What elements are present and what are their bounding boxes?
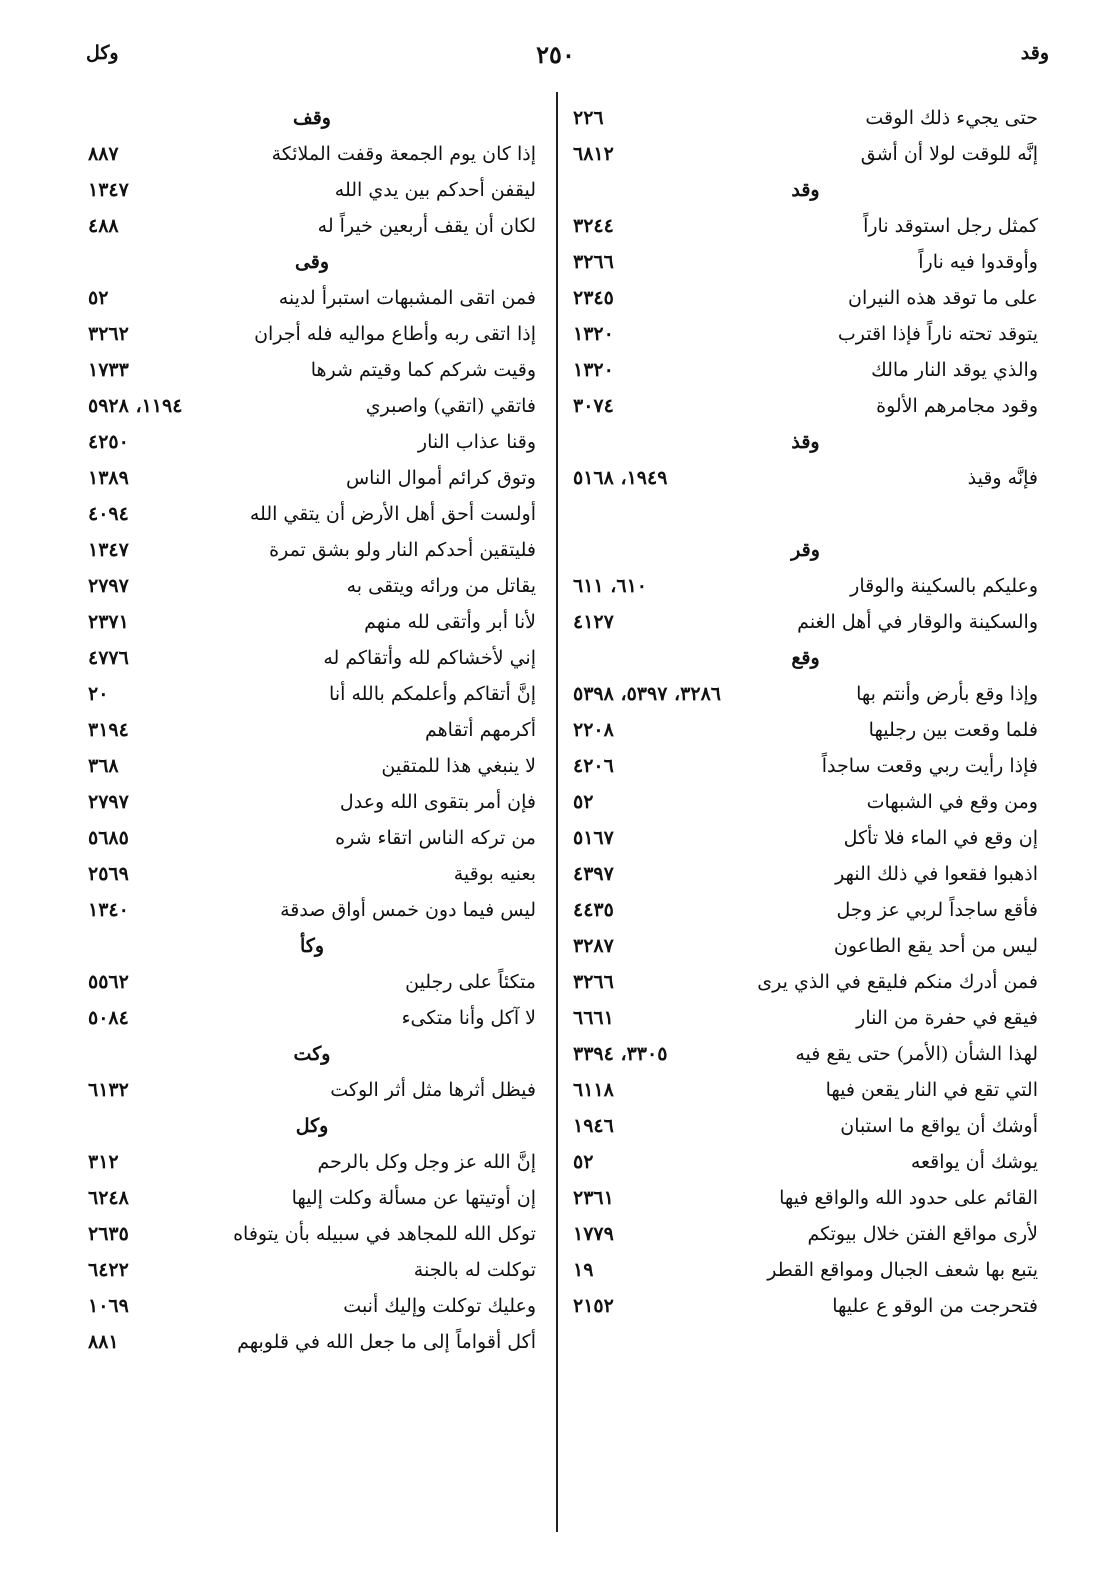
entry-text: لكان أن يقف أربعين خيراً له (317, 215, 536, 237)
entry-references: ٤٤٣٥ (573, 899, 614, 921)
index-entry (573, 1216, 1038, 1252)
entry-references: ٦٢٤٨ (88, 1187, 129, 1209)
entry-references: ٢١٥٢ (573, 1295, 614, 1317)
index-entry (88, 604, 536, 640)
entry-references: ٣٣٠٥، ٣٣٩٤ (573, 1043, 668, 1065)
entry-text: يتوقد تحته ناراً فإذا اقترب (837, 323, 1038, 345)
index-entry (573, 1288, 1038, 1324)
entry-text: فإنَّه وقيذ (967, 467, 1038, 489)
entry-references: ٣٠٧٤ (573, 395, 614, 417)
entry-references: ٢٥٦٩ (88, 863, 129, 885)
entry-text: التي تقع في النار يقعن فيها (825, 1079, 1038, 1101)
entry-references: ١٣٤٠ (88, 899, 129, 921)
index-entry (88, 532, 536, 568)
entry-text: فإذا رأيت ربي وقعت ساجداً (821, 755, 1038, 777)
page-number: ٢٥٠ (536, 40, 575, 69)
index-entry (573, 316, 1038, 352)
entry-text: فاتقي (اتقي) واصبري (365, 395, 536, 417)
index-entry (573, 352, 1038, 388)
entry-text: لا آكل وأنا متكىء (401, 1007, 536, 1029)
entry-text: وقيت شركم كما وقيتم شرها (310, 359, 536, 381)
entry-references: ٥٦٨٥ (88, 827, 129, 849)
entry-text: من تركه الناس اتقاء شره (335, 827, 536, 849)
index-entry (88, 892, 536, 928)
running-head-left: وكل (86, 42, 119, 64)
entry-text: حتى يجيء ذلك الوقت (865, 107, 1038, 129)
entry-references: ٣١٢ (88, 1151, 119, 1173)
index-entry (573, 784, 1038, 820)
entry-references: ١٣٤٧ (88, 179, 129, 201)
entry-references: ١٣٨٩ (88, 467, 129, 489)
index-entry (573, 928, 1038, 964)
entry-references: ١٠٦٩ (88, 1295, 129, 1317)
entry-text: فإن أمر بتقوى الله وعدل (339, 791, 536, 813)
entry-text: أكل أقواماً إلى ما جعل الله في قلوبهم (237, 1331, 536, 1353)
entry-text: إنَّ الله عز وجل وكل بالرحم (317, 1151, 536, 1173)
root-heading-text: وقذ (791, 431, 820, 453)
entry-references: ٦١٠، ٦١١ (573, 575, 647, 597)
entry-text: فلما وقعت بين رجليها (868, 719, 1038, 741)
entry-text: فليتقين أحدكم النار ولو بشق تمرة (269, 539, 536, 561)
entry-text: وعليكم بالسكينة والوقار (850, 575, 1038, 597)
entry-text: ليس فيما دون خمس أواق صدقة (280, 899, 536, 921)
index-entry (573, 892, 1038, 928)
root-heading-text: وقف (293, 107, 331, 129)
entry-text: إن وقع في الماء فلا تأكل (843, 827, 1038, 849)
root-heading (88, 1036, 536, 1072)
index-entry (573, 1252, 1038, 1288)
entry-references: ٦٦٦١ (573, 1007, 614, 1029)
entry-text: وعليك توكلت وإليك أنبت (343, 1295, 536, 1317)
entry-references: ١٩٤٦ (573, 1115, 614, 1137)
index-entry (88, 784, 536, 820)
entry-text: وتوق كرائم أموال الناس (345, 467, 536, 489)
entry-text: فمن أدرك منكم فليقع في الذي يرى (757, 971, 1038, 993)
entry-references: ٢٣٦١ (573, 1187, 614, 1209)
index-entry (88, 676, 536, 712)
entry-text: يوشك أن يواقعه (910, 1151, 1038, 1173)
root-heading-text: وكأ (299, 935, 324, 957)
index-entry (573, 1000, 1038, 1036)
entry-text: القائم على حدود الله والواقع فيها (779, 1187, 1038, 1209)
entry-references: ٢٧٩٧ (88, 791, 129, 813)
entry-text: لا ينبغي هذا للمتقين (381, 755, 536, 777)
index-entry (88, 280, 536, 316)
entry-references: ٣٢٦٦ (573, 971, 614, 993)
entry-references: ١٣٢٠ (573, 323, 614, 345)
entry-references: ٣١٩٤ (88, 719, 129, 741)
entry-text: فيقع في حفرة من النار (856, 1007, 1038, 1029)
index-entry (88, 1288, 536, 1324)
entry-text: وقنا عذاب النار (417, 431, 536, 453)
entry-text: وأوقدوا فيه ناراً (918, 251, 1038, 273)
index-entry (573, 676, 1038, 712)
index-entry (88, 1180, 536, 1216)
entry-text: لهذا الشأن (الأمر) حتى يقع فيه (795, 1043, 1038, 1065)
index-entry (573, 460, 1038, 496)
index-entry (573, 1180, 1038, 1216)
entry-text: لأنا أبر وأتقى لله منهم (364, 611, 536, 633)
entry-references: ١٧٧٩ (573, 1223, 614, 1245)
running-head-right: وقد (1020, 42, 1049, 64)
entry-text: إن أوتيتها عن مسألة وكلت إليها (291, 1187, 536, 1209)
index-entry (88, 208, 536, 244)
entry-references: ٦١٣٢ (88, 1079, 129, 1101)
index-entry (573, 244, 1038, 280)
index-entry (573, 820, 1038, 856)
entry-text: يتبع بها شعف الجبال ومواقع القطر (767, 1259, 1038, 1281)
index-entry (88, 856, 536, 892)
root-heading (88, 244, 536, 280)
entry-text: والسكينة والوقار في أهل الغنم (797, 611, 1038, 633)
index-entry (88, 712, 536, 748)
entry-references: ٥١٦٧ (573, 827, 614, 849)
root-heading (88, 928, 536, 964)
entry-text: فتحرجت من الوقو ع عليها (832, 1295, 1038, 1317)
blank-row (573, 496, 1038, 532)
entry-references: ١٣٢٠ (573, 359, 614, 381)
index-entry (88, 748, 536, 784)
index-entry (88, 316, 536, 352)
column-divider (556, 92, 558, 1532)
index-entry (573, 748, 1038, 784)
root-heading-text: وقر (791, 539, 820, 561)
entry-text: متكئاً على رجلين (405, 971, 536, 993)
entry-text: فمن اتقى المشبهات استبرأ لدينه (278, 287, 536, 309)
root-heading (573, 424, 1038, 460)
entry-references: ٣٦٨ (88, 755, 119, 777)
entry-references: ٤١٢٧ (573, 611, 614, 633)
root-heading (88, 100, 536, 136)
entry-text: ليس من أحد يقع الطاعون (833, 935, 1038, 957)
index-entry (88, 1324, 536, 1360)
entry-text: وقود مجامرهم الألوة (876, 395, 1038, 417)
right-column (573, 100, 1038, 1324)
root-heading (573, 640, 1038, 676)
entry-text: إنَّه للوقت لولا أن أشق (860, 143, 1038, 165)
entry-references: ٣٢٨٦، ٥٣٩٧، ٥٣٩٨ (573, 683, 721, 705)
index-entry (573, 964, 1038, 1000)
index-entry (573, 856, 1038, 892)
entry-references: ١٧٣٣ (88, 359, 129, 381)
index-entry (88, 1144, 536, 1180)
entry-text: ومن وقع في الشبهات (866, 791, 1038, 813)
index-entry (88, 1072, 536, 1108)
index-entry (573, 568, 1038, 604)
entry-text: فأقع ساجداً لربي عز وجل (836, 899, 1038, 921)
entry-references: ٣٢٨٧ (573, 935, 614, 957)
entry-text: أولست أحق أهل الأرض أن يتقي الله (249, 503, 536, 525)
entry-text: والذي يوقد النار مالك (871, 359, 1038, 381)
entry-text: اذهبوا فقعوا في ذلك النهر (835, 863, 1038, 885)
entry-text: يقاتل من ورائه ويتقى به (346, 575, 536, 597)
entry-text: أكرمهم أتقاهم (424, 719, 536, 741)
entry-text: كمثل رجل استوقد ناراً (863, 215, 1038, 237)
entry-references: ٦٤٢٢ (88, 1259, 129, 1281)
entry-references: ٢٢٦ (573, 107, 604, 129)
entry-text: ليقفن أحدكم بين يدي الله (334, 179, 536, 201)
entry-references: ٣٢٤٤ (573, 215, 614, 237)
entry-references: ٢٣٤٥ (573, 287, 614, 309)
entry-references: ١٩ (573, 1259, 594, 1281)
index-entry (88, 352, 536, 388)
entry-references: ٣٢٦٢ (88, 323, 129, 345)
index-entry (573, 604, 1038, 640)
root-heading (573, 532, 1038, 568)
index-entry (88, 496, 536, 532)
index-entry (88, 136, 536, 172)
root-heading (573, 172, 1038, 208)
index-entry (88, 1216, 536, 1252)
entry-text: توكلت له بالجنة (413, 1259, 536, 1281)
index-entry (573, 1072, 1038, 1108)
entry-text: فيظل أثرها مثل أثر الوكت (330, 1079, 536, 1101)
entry-references: ٤٢٥٠ (88, 431, 129, 453)
entry-references: ٤٠٩٤ (88, 503, 129, 525)
entry-references: ١١٩٤، ٥٩٢٨ (88, 395, 183, 417)
root-heading-text: وقد (791, 179, 820, 201)
index-entry (88, 1252, 536, 1288)
entry-references: ٥٢ (88, 287, 109, 309)
index-entry (573, 136, 1038, 172)
entry-references: ٢٣٧١ (88, 611, 129, 633)
entry-text: لأرى مواقع الفتن خلال بيوتكم (807, 1223, 1038, 1245)
index-entry (88, 1000, 536, 1036)
entry-references: ٨٨٧ (88, 143, 119, 165)
root-heading-text: وكل (295, 1115, 329, 1137)
entry-text: إذا اتقى ربه وأطاع مواليه فله أجران (254, 323, 536, 345)
index-entry (573, 280, 1038, 316)
root-heading-text: وقى (294, 251, 330, 273)
entry-references: ٦٨١٢ (573, 143, 614, 165)
index-entry (88, 964, 536, 1000)
entry-references: ١٩٤٩، ٥١٦٨ (573, 467, 668, 489)
index-entry (573, 1036, 1038, 1072)
index-entry (88, 820, 536, 856)
entry-text: وإذا وقع بأرض وأنتم بها (856, 683, 1038, 705)
entry-references: ٤٢٠٦ (573, 755, 614, 777)
entry-text: بعنيه بوقية (453, 863, 536, 885)
entry-text: على ما توقد هذه النيران (848, 287, 1038, 309)
entry-references: ٨٨١ (88, 1331, 119, 1353)
left-column (88, 100, 536, 1360)
index-entry (88, 568, 536, 604)
entry-text: إذا كان يوم الجمعة وقفت الملائكة (271, 143, 536, 165)
entry-references: ٥٠٨٤ (88, 1007, 129, 1029)
index-entry (573, 1144, 1038, 1180)
entry-references: ٢٢٠٨ (573, 719, 614, 741)
entry-references: ٦١١٨ (573, 1079, 614, 1101)
index-entry (573, 712, 1038, 748)
index-entry (573, 100, 1038, 136)
entry-references: ٢٠ (88, 683, 109, 705)
entry-text: توكل الله للمجاهد في سبيله بأن يتوفاه (233, 1223, 536, 1245)
index-entry (573, 1108, 1038, 1144)
root-heading-text: وقع (791, 647, 820, 669)
entry-references: ٤٣٩٧ (573, 863, 614, 885)
entry-references: ٥٢ (573, 1151, 594, 1173)
index-entry (573, 388, 1038, 424)
entry-references: ٥٢ (573, 791, 594, 813)
index-entry (88, 172, 536, 208)
entry-references: ٤٨٨ (88, 215, 119, 237)
entry-references: ٢٦٣٥ (88, 1223, 129, 1245)
entry-references: ١٣٤٧ (88, 539, 129, 561)
entry-text: إني لأخشاكم لله وأتقاكم له (323, 647, 536, 669)
entry-text: إنَّ أتقاكم وأعلمكم بالله أنا (329, 683, 536, 705)
root-heading (88, 1108, 536, 1144)
root-heading-text: وكت (293, 1043, 331, 1065)
index-entry (88, 460, 536, 496)
entry-text: أوشك أن يواقع ما استبان (840, 1115, 1038, 1137)
entry-references: ٢٧٩٧ (88, 575, 129, 597)
index-entry (88, 640, 536, 676)
index-entry (88, 388, 536, 424)
index-entry (88, 424, 536, 460)
entry-references: ٥٥٦٢ (88, 971, 129, 993)
entry-references: ٣٢٦٦ (573, 251, 614, 273)
index-entry (573, 208, 1038, 244)
entry-references: ٤٧٧٦ (88, 647, 129, 669)
